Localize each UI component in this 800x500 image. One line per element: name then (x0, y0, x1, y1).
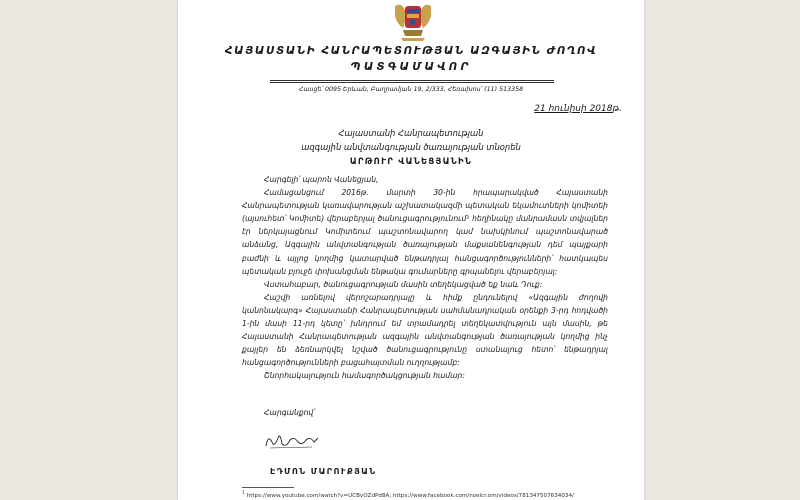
footnote-link[interactable]: https://www.youtube.com/watch?v=UCBvOZdPd8A; https://www.facebook.com/noelcr.om/videos/781347507634034/ (246, 492, 574, 499)
letter-body (242, 173, 608, 383)
address-line: Հասցե՝ 0095 Երևան, Բաղրամյան 19, 2/333, Հեռախոս՝ (11) 513358 (298, 86, 524, 93)
header-rule-top (270, 80, 554, 81)
signature-icon (262, 428, 322, 452)
salutation: Հարգելի՛ պարոն Վանեցյան, (264, 175, 379, 184)
recipient-block (178, 126, 644, 168)
body-paragraph: Հաշվի առնելով վերոշարադրյալը և հիմք ընդունելով «Ազգային ժողովի կանոնակարգ» Հայաստանի Հանրապետության սահմանադրական օրենքի 3-րդ հոդվածի 1-ին մասի 11-րդ կետը՝ խնդրում եմ տրամադրել տեղեկատվություն այն մասին, թե Հայաստանի Հանրապետության ազգային անվտանգության ծառայության կողմից ինչ քայլեր են ձեռնարկվել նշված ծանուցագրությունը ստանալուց հետո՝ ենթադրյալ հանցագործությունների բացահայտման ուղղությամբ: (242, 292, 608, 368)
date-suffix: թ. (612, 104, 622, 114)
footnote-mark: 1 (242, 491, 245, 496)
footnote (242, 491, 574, 499)
document-type: ՊԱՏԳԱՄԱՎՈՐ (350, 61, 472, 73)
body-paragraph: Վստահաբար, ծանուցագրության մասին տեղեկացված եք նաև Դուք: (264, 279, 543, 289)
letter-page (178, 0, 644, 500)
recipient-line-1: Հայաստանի Հանրապետության (338, 128, 484, 138)
header-rule-bottom (270, 82, 554, 83)
recipient-line-2: ազգային անվտանգության ծառայության տնօրեն (301, 142, 521, 152)
footnote-rule (242, 487, 294, 488)
letter-date (534, 104, 622, 114)
organization-name: ՀԱՅԱՍՏԱՆԻ ՀԱՆՐԱՊԵՏՈՒԹՅԱՆ ԱԶԳԱՅԻՆ ԺՈՂՈՎ (224, 45, 598, 57)
date-value: 21 հունիսի 2018 (534, 104, 613, 114)
coat-of-arms-icon (391, 0, 435, 42)
signer-name: ԷԴՄՈՆ ՄԱՐՈՒՔՅԱՆ (270, 466, 377, 476)
body-paragraph: Համացանցում 2016թ. մարտի 30-ին հրապարակված Հայաստանի Հանրապետության կառավարության աշխատակազմի պետական եկամուտների կոմիտեի (այսուհետ՝ Կոմիտե) վերաբերյալ ծանուցագրությունում¹ հեղինակը մանրամասն տվյալներ էր ներկայացնում Կոմիտեում պաշտոնավարող կամ նախկինում պաշտոնավարած անձանց, Ազգային անվտանգության ծառայության մաքսանենգության դեմ պայքարի բաժնի և այլոց կողմից կատարված ենթադրյալ հանցագործությունների՝ հատկապես պետական բյուջե փոխանցման ենթակա գումարները գրպանելու վերաբերյալ: (242, 188, 608, 276)
closing: Հարգանքով՝ (264, 408, 316, 417)
recipient-name: ԱՐԹՈՒՐ ՎԱՆԵՑՅԱՆԻՆ (349, 156, 473, 166)
body-paragraph: Շնորհակալություն համագործակցության համար: (264, 371, 465, 381)
